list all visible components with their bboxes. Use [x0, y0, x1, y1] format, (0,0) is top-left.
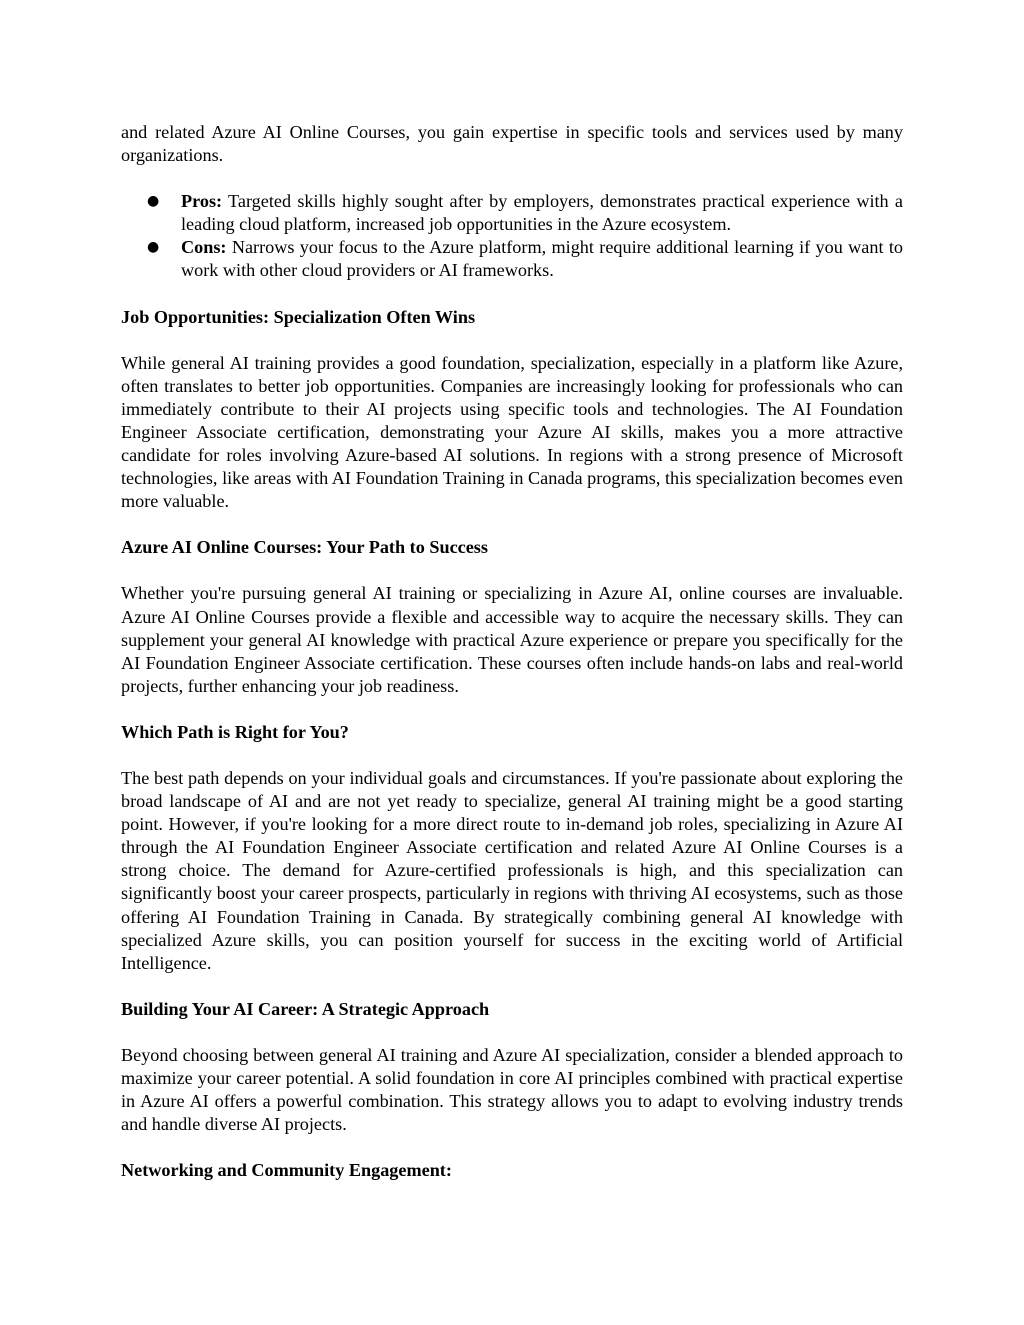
list-item-cons: [121, 236, 903, 282]
pros-label: Pros:: [181, 191, 223, 212]
bullet-icon: ●: [147, 239, 160, 256]
section-heading-building-career: Building Your AI Career: A Strategic Approach: [121, 998, 490, 1019]
section-body-which-path: The best path depends on your individual goals and circumstances. If you're passionate about exploring the broad landscape of AI and are not yet ready to specialize, general AI training might be a good starting point. However, if you're looking for a more direct route to in-demand job roles, specializing in Azure AI through the AI Foundation Engineer Associate certification and related Azure AI Online Courses is a strong choice. The demand for Azure-certified professionals is high, and this specialization can significantly boost your career prospects, particularly in regions with thriving AI ecosystems, such as those offering AI Foundation Training in Canada. By strategically combining general AI knowledge with specialized Azure skills, you can position yourself for success in the exciting world of Artificial Intelligence.: [121, 767, 903, 973]
section-heading-online-courses: Azure AI Online Courses: Your Path to Success: [121, 537, 488, 558]
cons-text: Narrows your focus to the Azure platform, might require additional learning if you want to work with other cloud providers or AI frameworks.: [181, 237, 903, 281]
section-heading-which-path: Which Path is Right for You?: [121, 721, 349, 742]
pros-text: Targeted skills highly sought after by employers, demonstrates practical experience with a leading cloud platform, increased job opportunities in the Azure ecosystem.: [181, 191, 903, 235]
cons-label: Cons:: [181, 237, 227, 258]
intro-paragraph: and related Azure AI Online Courses, you gain expertise in specific tools and services used by many organizations.: [121, 122, 903, 166]
section-heading-networking: Networking and Community Engagement:: [121, 1160, 452, 1181]
list-item-pros: [121, 190, 903, 236]
section-body-job-opportunities: While general AI training provides a good foundation, specialization, especially in a platform like Azure, often translates to better job opportunities. Companies are increasingly looking for professionals who can immediately contribute to their AI projects using specific tools and technologies. The AI Foundation Engineer Associate certification, demonstrating your Azure AI skills, makes you a more attractive candidate for roles involving Azure-based AI solutions. In regions with a strong presence of Microsoft technologies, like areas with AI Foundation Training in Canada programs, this specialization becomes even more valuable.: [121, 352, 903, 512]
section-body-online-courses: Whether you're pursuing general AI training or specializing in Azure AI, online courses are invaluable. Azure AI Online Courses provide a flexible and accessible way to acquire the necessary skills. They can supplement your general AI knowledge with practical Azure experience or prepare you specifically for the AI Foundation Engineer Associate certification. These courses often include hands-on labs and real-world projects, further enhancing your job readiness.: [121, 583, 903, 696]
section-heading-job-opportunities: Job Opportunities: Specialization Often Wins: [121, 306, 476, 327]
bullet-icon: ●: [147, 193, 160, 210]
document-page: [121, 121, 903, 1182]
section-body-building-career: Beyond choosing between general AI training and Azure AI specialization, consider a blended approach to maximize your career potential. A solid foundation in core AI principles combined with practical expertise in Azure AI offers a powerful combination. This strategy allows you to adapt to evolving industry trends and handle diverse AI projects.: [121, 1044, 903, 1135]
pros-cons-list: [121, 190, 903, 282]
